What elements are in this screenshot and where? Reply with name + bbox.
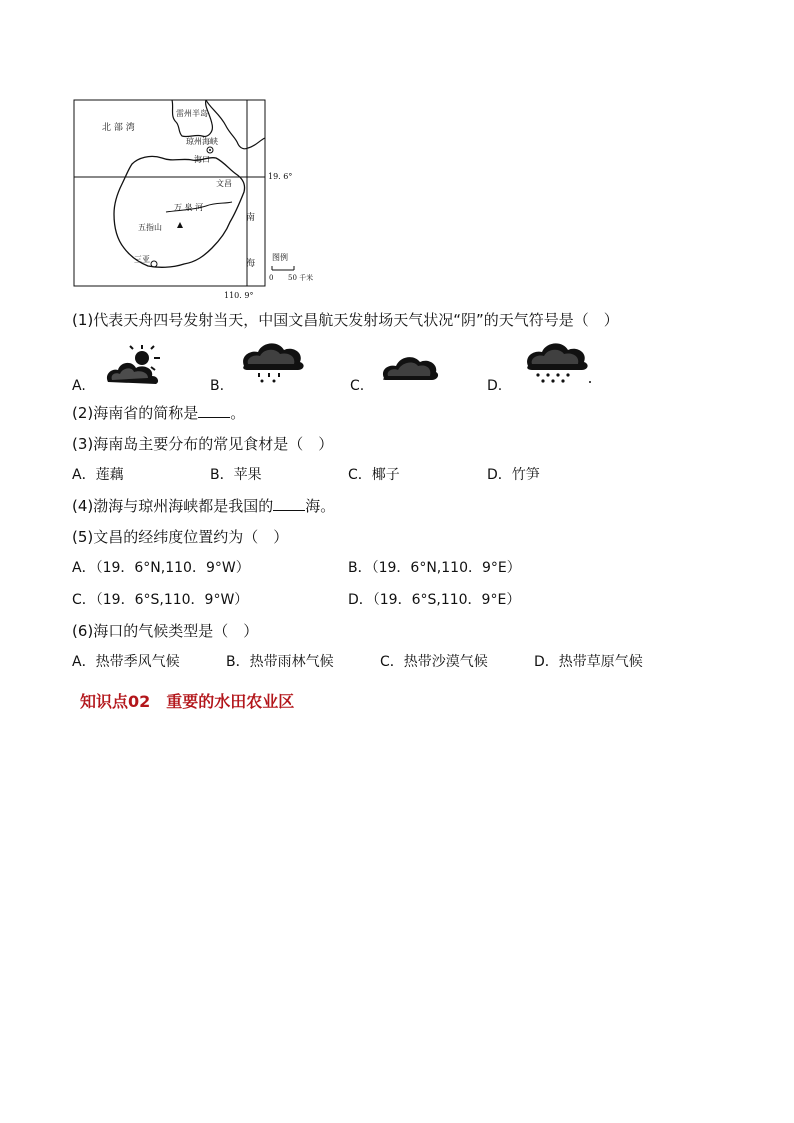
- q6-option-b[interactable]: B．热带雨林气候: [226, 654, 334, 670]
- leizhou-peninsula: [172, 100, 212, 137]
- q1-option-d-label: D.: [487, 378, 503, 394]
- q6-option-a[interactable]: A．热带季风气候: [72, 654, 180, 670]
- label-wuzhishan: 五指山: [138, 223, 162, 232]
- sunny-to-cloudy-icon: [102, 344, 166, 388]
- overcast-icon: [380, 350, 440, 382]
- question-2: [72, 403, 245, 423]
- rain-snow-icon: [240, 338, 306, 384]
- q6-option-c[interactable]: C．热带沙漠气候: [380, 654, 488, 670]
- label-sanya: 三亚: [134, 255, 150, 264]
- label-legend: 图例: [272, 253, 288, 262]
- label-wanquan-river: 万 泉 河: [174, 203, 204, 212]
- q1-option-c-label: C.: [350, 378, 365, 394]
- question-3: (3)海南岛主要分布的常见食材是（ ）: [72, 435, 334, 453]
- q1-option-a-label: A.: [72, 378, 86, 394]
- question-6: (6)海口的气候类型是（ ）: [72, 622, 259, 640]
- q5-option-c[interactable]: C．（19．6°S,110．9°W）: [72, 592, 249, 608]
- question-4: [72, 496, 335, 516]
- q2-suffix: 。: [230, 404, 246, 422]
- label-scale-zero: 0: [269, 274, 274, 282]
- wuzhishan-peak-icon: [177, 222, 183, 228]
- label-south-sea-2: 海: [246, 259, 256, 269]
- label-beibu-gulf: 北 部 湾: [102, 123, 135, 133]
- q1-option-b-label: B.: [210, 378, 225, 394]
- q3-option-c[interactable]: C．椰子: [348, 467, 400, 483]
- hainan-map: [60, 92, 340, 304]
- q4-suffix: 海。: [305, 497, 336, 515]
- label-wenchang: 文昌: [216, 179, 232, 188]
- label-haikou: 海口: [194, 155, 210, 164]
- label-leizhou: 雷州半岛: [176, 109, 208, 118]
- q6-option-d[interactable]: D．热带草原气候: [534, 654, 643, 670]
- q5-option-d[interactable]: D．（19．6°S,110．9°E）: [348, 592, 521, 608]
- label-latitude: 19. 6°: [268, 172, 293, 181]
- question-5: (5)文昌的经纬度位置约为（ ）: [72, 528, 289, 546]
- haikou-dot: [209, 149, 211, 151]
- sanya-symbol: [151, 261, 157, 267]
- q5-option-b[interactable]: B．（19．6°N,110．9°E）: [348, 560, 521, 576]
- q4-answer-blank[interactable]: [273, 496, 305, 511]
- q2-answer-blank[interactable]: [198, 403, 230, 418]
- q3-option-a[interactable]: A．莲藕: [72, 467, 124, 483]
- label-south-sea-1: 南: [246, 213, 256, 223]
- label-qiongzhou-strait: 琼州海峡: [186, 137, 218, 146]
- q3-option-d[interactable]: D．竹笋: [487, 467, 540, 483]
- q5-option-a[interactable]: A．（19．6°N,110．9°W）: [72, 560, 250, 576]
- q2-prefix: (2)海南省的简称是: [72, 404, 199, 422]
- question-1: (1)代表天舟四号发射当天，中国文昌航天发射场天气状况“阴”的天气符号是（ ）: [72, 311, 619, 329]
- label-scale-dist: 50 千米: [288, 274, 314, 282]
- q3-option-b[interactable]: B．苹果: [210, 467, 262, 483]
- section-heading: 知识点02 重要的水田农业区: [80, 692, 295, 711]
- label-longitude: 110. 9°: [224, 291, 254, 300]
- q4-prefix: (4)渤海与琼州海峡都是我国的: [72, 497, 274, 515]
- snow-icon: [524, 338, 594, 388]
